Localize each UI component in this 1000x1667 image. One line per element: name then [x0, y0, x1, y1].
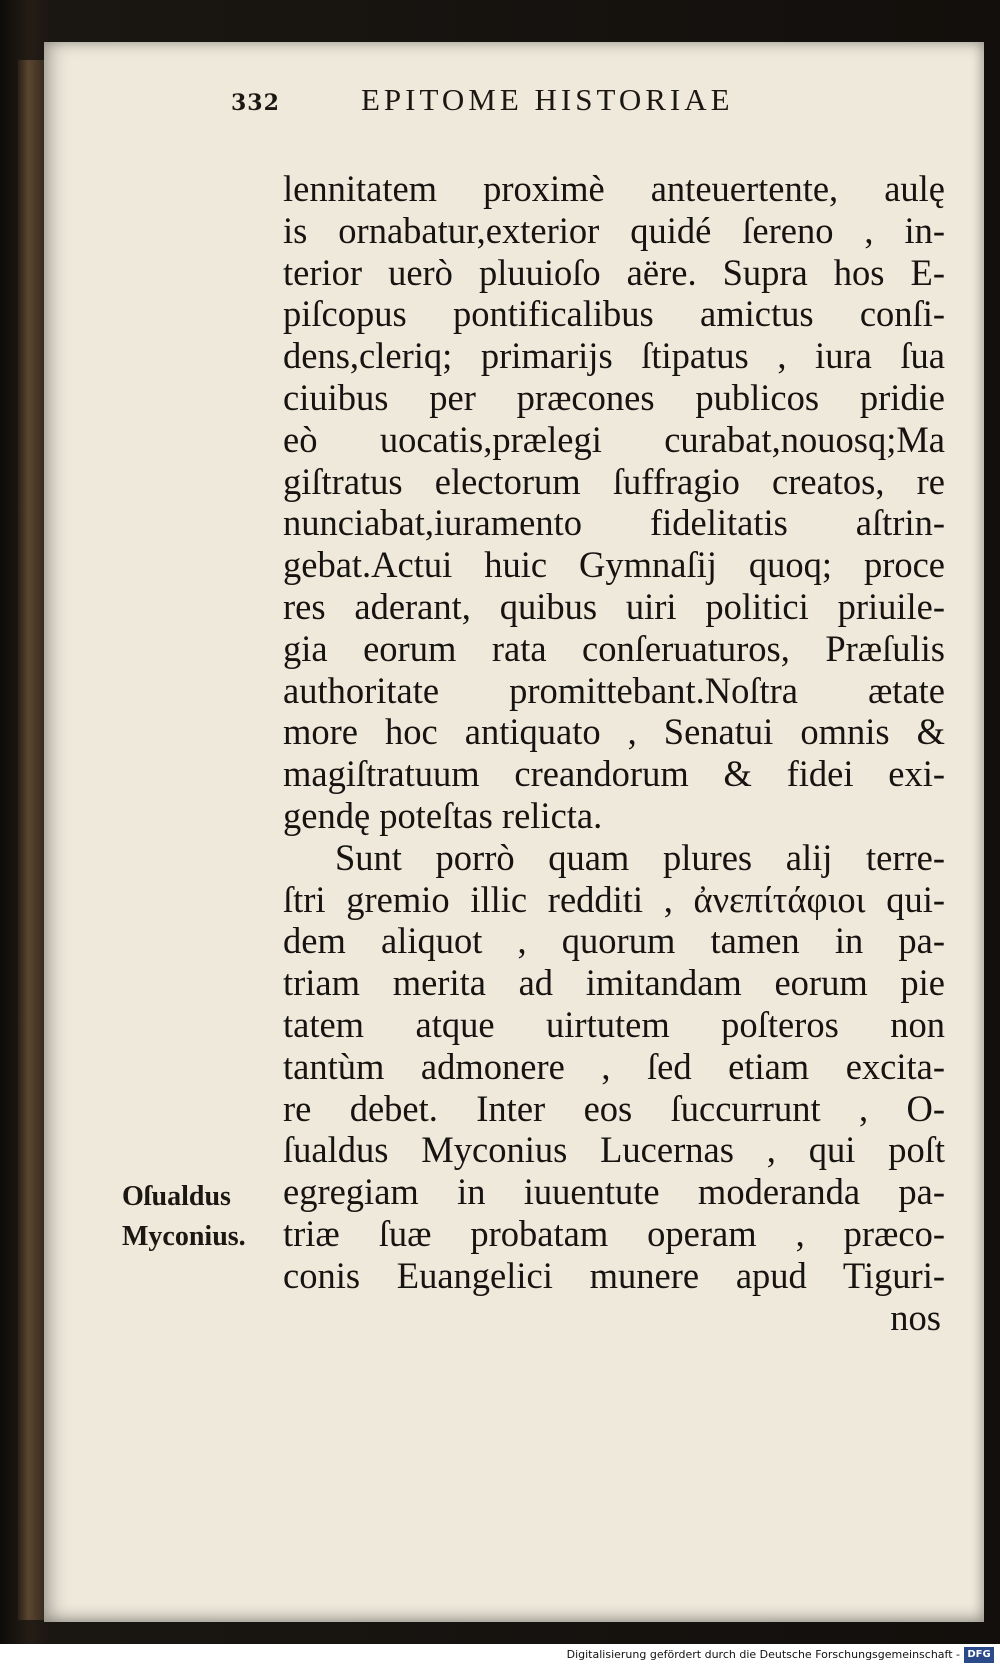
book-edge [18, 60, 44, 1620]
text-line: authoritate promittebant.Noſtra ætate [283, 669, 945, 711]
text-line: egregiam in iuuentute moderanda pa- [283, 1171, 945, 1213]
text-line: is ornabatur,exterior quidé ſereno , in- [283, 209, 945, 251]
text-line: dem aliquot , quorum tamen in pa- [283, 920, 945, 962]
marginal-note-line: Oſualdus [122, 1181, 231, 1212]
text-line: magiſtratuum creandorum & fidei exi- [283, 753, 945, 795]
page-number: 332 [231, 90, 280, 116]
text-line: gia eorum rata conſeruaturos, Præſulis [283, 627, 945, 669]
text-line: tatem atque uirtutem poſteros non [283, 1003, 945, 1045]
main-text-block [283, 168, 945, 1338]
text-line: lennitatem proximè anteuertente, aulę [283, 168, 945, 209]
text-line: gebat.Actui huic Gymnaſij quoq; proce [283, 544, 945, 586]
text-line: gendę poteſtas relicta. [283, 794, 603, 836]
text-line: ſtri gremio illic redditi , ἀνεπίτάφιοι qui- [283, 878, 945, 920]
text-line: terior uerò pluuioſo aëre. Supra hos E- [283, 251, 945, 293]
text-line: nunciabat,iuramento fidelitatis aſtrin- [283, 502, 945, 544]
footer-credit: Digitalisierung gefördert durch die Deutsche Forschungsgemeinschaft - [566, 1648, 960, 1661]
page-header [231, 82, 831, 122]
text-line: ſualdus Myconius Lucernas , qui poſt [283, 1129, 945, 1171]
text-line: Sunt porrò quam plures alij terre- [335, 836, 945, 878]
text-line: piſcopus pontificalibus amictus conſi- [283, 293, 945, 335]
marginal-note [122, 1177, 282, 1257]
text-line: more hoc antiquato , Senatui omnis & [283, 711, 945, 753]
text-line: ciuibus per præcones publicos pridie [283, 376, 945, 418]
marginal-note-line: Myconius. [122, 1221, 246, 1252]
text-line: triam merita ad imitandam eorum pie [283, 962, 945, 1004]
text-line: dens,cleriq; primarijs ſtipatus , iura ſua [283, 335, 945, 377]
dfg-logo: DFG [964, 1647, 994, 1663]
text-line: re debet. Inter eos ſuccurrunt , O- [283, 1087, 945, 1129]
text-line: tantùm admonere , ſed etiam excita- [283, 1045, 945, 1087]
text-line: triæ ſuæ probatam operam , præco- [283, 1212, 945, 1254]
text-line: giſtratus electorum ſuffragio creatos, re [283, 460, 945, 502]
footer-bar [0, 1644, 1000, 1667]
text-line: eò uocatis,prælegi curabat,nouosq;Ma [283, 418, 945, 460]
running-head: EPITOME HISTORIAE [361, 82, 734, 117]
text-line: conis Euangelici munere apud Tiguri- [283, 1254, 945, 1296]
text-line: res aderant, quibus uiri politici priuile- [283, 585, 945, 627]
catchword: nos [890, 1296, 941, 1338]
